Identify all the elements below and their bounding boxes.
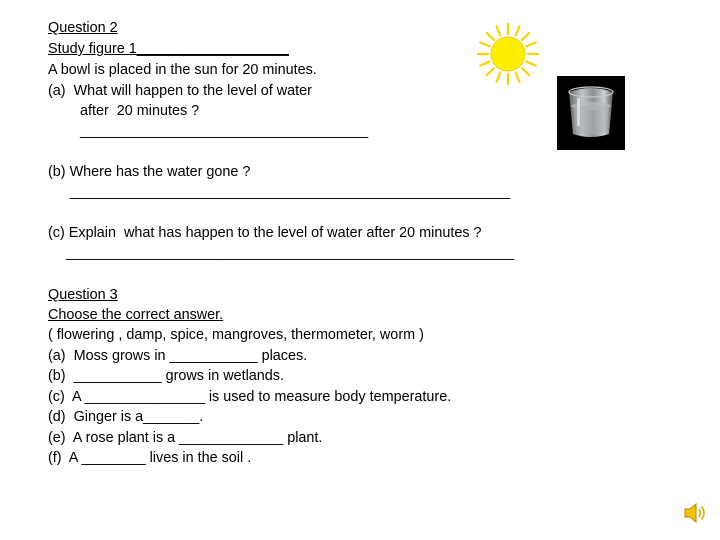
question-2c-answer-blank: ________________________________________________________ bbox=[66, 245, 515, 261]
question-2b-text: (b) Where has the water gone ? bbox=[48, 164, 251, 180]
question-3b: (b) ___________ grows in wetlands. bbox=[48, 368, 284, 384]
question-2a-text: (a) What will happen to the level of water bbox=[48, 83, 312, 99]
water-glass-icon bbox=[557, 76, 625, 150]
question-2b-answer-blank: _______________________________________________________ bbox=[70, 184, 511, 200]
question-3-instruction: Choose the correct answer. bbox=[48, 307, 224, 323]
question-2c-text: (c) Explain what has happen to the level of water after 20 minutes ? bbox=[48, 225, 482, 241]
question-2-stem: A bowl is placed in the sun for 20 minutes. bbox=[48, 62, 317, 78]
question-3-title: Question 3 bbox=[48, 287, 118, 303]
question-3f: (f) A ________ lives in the soil . bbox=[48, 450, 252, 466]
question-3d: (d) Ginger is a_______. bbox=[48, 409, 204, 425]
sun-icon bbox=[476, 22, 540, 86]
question-3a: (a) Moss grows in ___________ places. bbox=[48, 348, 308, 364]
question-3e: (e) A rose plant is a _____________ plant. bbox=[48, 430, 323, 446]
question-3c: (c) A _______________ is used to measure body temperature. bbox=[48, 389, 452, 405]
water-glass-image bbox=[557, 76, 625, 150]
word-bank: ( flowering , damp, spice, mangroves, thermometer, worm ) bbox=[48, 327, 424, 343]
speaker-icon[interactable] bbox=[682, 500, 708, 526]
question-2-title: Question 2 bbox=[48, 20, 118, 36]
question-2a-answer-blank: ____________________________________ bbox=[80, 123, 369, 139]
study-figure-label: Study figure 1___________________ bbox=[48, 41, 289, 57]
question-2a-continuation: after 20 minutes ? bbox=[80, 103, 200, 119]
